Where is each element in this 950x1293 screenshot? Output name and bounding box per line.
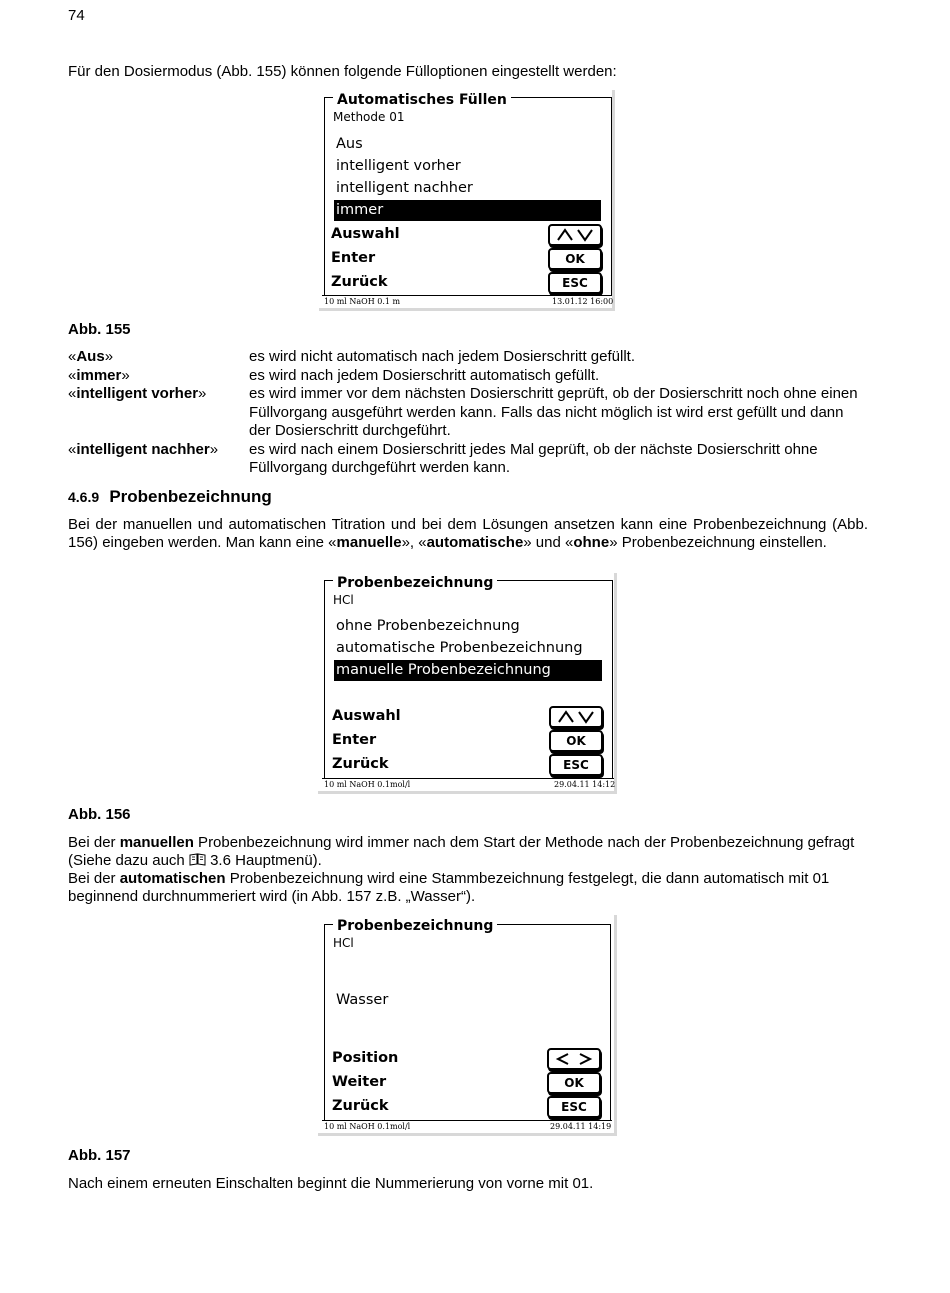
definition-term: «immer» — [68, 366, 130, 384]
screen-title: Probenbezeichnung — [333, 918, 497, 934]
option-intelligent-nachher[interactable]: intelligent nachher — [336, 180, 473, 196]
option-aus[interactable]: Aus — [336, 136, 363, 152]
esc-button[interactable]: ESC — [548, 272, 602, 294]
option-ohne[interactable]: ohne Probenbezeichnung — [336, 618, 520, 634]
key-label-zurueck: Zurück — [332, 756, 389, 772]
key-label-auswahl: Auswahl — [332, 708, 401, 724]
key-label-enter: Enter — [332, 732, 377, 748]
definition-description: es wird nicht automatisch nach jedem Dosierschritt gefüllt. — [249, 348, 636, 365]
definition-row — [68, 441, 868, 478]
definition-row — [68, 367, 868, 386]
page-number: 74 — [68, 7, 85, 24]
device-screen-automatic-fill — [319, 90, 616, 312]
device-screen-sample-name-mode — [318, 573, 618, 795]
definition-term: «Aus» — [68, 348, 114, 365]
option-intelligent-vorher[interactable]: intelligent vorher — [336, 158, 461, 174]
definition-term: «intelligent vorher» — [68, 385, 207, 402]
screen-title: Probenbezeichnung — [333, 575, 497, 591]
definition-description: es wird nach einem Dosierschritt jedes Mal geprüft, ob der nächste Dosierschritt ohne Füllvorgang durchgeführt werden kann. — [249, 440, 818, 476]
status-left: 10 ml NaOH 0.1 m — [324, 297, 401, 306]
definition-description: es wird nach jedem Dosierschritt automatisch gefüllt. — [249, 366, 600, 384]
ok-button[interactable]: OK — [549, 730, 603, 752]
ok-button[interactable]: OK — [547, 1072, 601, 1094]
status-left: 10 ml NaOH 0.1mol/l — [324, 1122, 411, 1131]
definition-row — [68, 385, 868, 441]
status-divider — [322, 295, 612, 296]
status-right: 29.04.11 14:19 — [550, 1122, 612, 1131]
cross-reference-link[interactable]: 3.6 Hauptmenü). — [210, 852, 322, 869]
up-down-arrows-icon — [555, 228, 595, 242]
status-right: 29.04.11 14:12 — [554, 780, 616, 789]
section-heading — [68, 487, 272, 507]
up-down-button[interactable] — [549, 706, 603, 728]
section-number: 4.6.9 — [68, 489, 100, 505]
paragraph-manual-auto: Bei der manuellen Probenbezeichnung wird immer nach dem Start der Methode nach der Probenbezeichnung gefragt (Siehe dazu auch 3.6 Hauptmenü). Bei der automatischen Probenbezeichnung wird eine Stammbezeichnung festgelegt, die dann automatisch mit 01 beginnend durchnummeriert wird (in Abb. 157 z.B. „Wasser“). — [68, 834, 855, 905]
key-label-auswahl: Auswahl — [331, 226, 400, 242]
book-icon — [189, 853, 206, 866]
section-title: Probenbezeichnung — [109, 487, 272, 506]
esc-button[interactable]: ESC — [547, 1096, 601, 1118]
device-screen-sample-name-entry — [318, 915, 618, 1137]
left-right-button[interactable] — [547, 1048, 601, 1070]
key-label-zurueck: Zurück — [331, 274, 388, 290]
screen-title: Automatisches Füllen — [333, 92, 511, 108]
screen-subtitle: HCl — [333, 936, 354, 950]
final-paragraph: Nach einem erneuten Einschalten beginnt die Nummerierung von vorne mit 01. — [68, 1175, 594, 1192]
option-immer-selected[interactable]: immer — [334, 200, 601, 221]
option-manuelle-selected[interactable]: manuelle Probenbezeichnung — [334, 660, 602, 681]
esc-button[interactable]: ESC — [549, 754, 603, 776]
definition-row — [68, 348, 868, 367]
paragraph-probenbezeichnung: Bei der manuellen und automatischen Titration und bei dem Lösungen ansetzen kann eine Probenbezeichnung (Abb. 156) eingeben werden. Man kann eine «manuelle», «automatische» und «ohne» Probenbezeichnung einstellen. — [68, 516, 868, 551]
ok-button[interactable]: OK — [548, 248, 602, 270]
key-label-weiter: Weiter — [332, 1074, 387, 1090]
fill-options-definitions — [68, 348, 868, 478]
key-label-enter: Enter — [331, 250, 376, 266]
intro-text: Für den Dosiermodus (Abb. 155) können folgende Fülloptionen eingestellt werden: — [68, 63, 617, 80]
status-divider — [322, 778, 614, 779]
caption-abb-157: Abb. 157 — [68, 1147, 131, 1164]
screen-subtitle: Methode 01 — [333, 110, 405, 124]
definition-description: es wird immer vor dem nächsten Dosierschritt geprüft, ob der Dosierschritt noch ohne einen Füllvorgang ausgeführt werden kann. Falls das nicht möglich ist wird erst gefüllt und dann der Dosierschritt durchgeführt. — [249, 385, 858, 439]
key-label-position: Position — [332, 1050, 399, 1066]
option-automatische[interactable]: automatische Probenbezeichnung — [336, 640, 583, 656]
screen-subtitle: HCl — [333, 593, 354, 607]
up-down-arrows-icon — [556, 710, 596, 724]
status-right: 13.01.12 16:00 — [552, 297, 614, 306]
definition-term: «intelligent nachher» — [68, 440, 219, 458]
caption-abb-155: Abb. 155 — [68, 321, 131, 338]
sample-name-value[interactable]: Wasser — [336, 992, 389, 1008]
left-right-arrows-icon — [554, 1052, 594, 1066]
status-divider — [322, 1120, 612, 1121]
caption-abb-156: Abb. 156 — [68, 806, 131, 823]
key-label-zurueck: Zurück — [332, 1098, 389, 1114]
status-left: 10 ml NaOH 0.1mol/l — [324, 780, 411, 789]
up-down-button[interactable] — [548, 224, 602, 246]
